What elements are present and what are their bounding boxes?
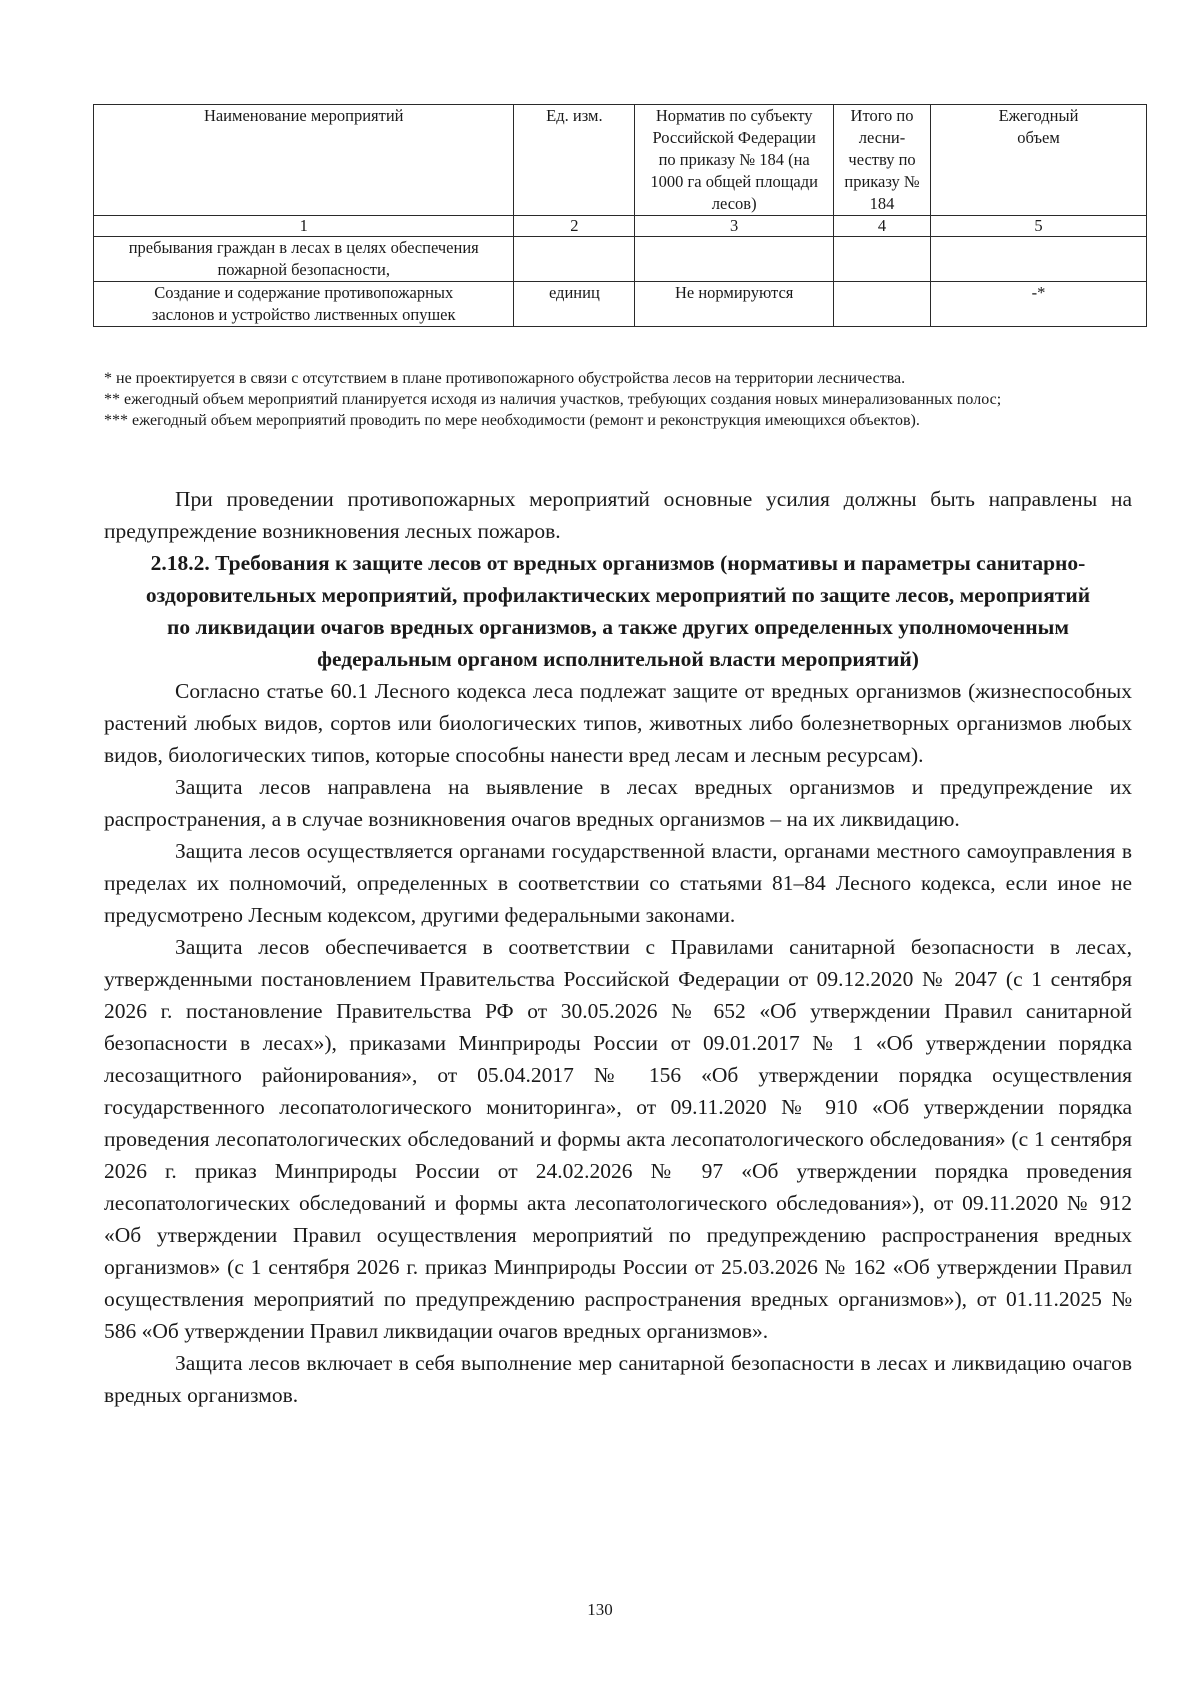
footnote: ** ежегодный объем мероприятий планируется исходя из наличия участков, требующих создания новых минерализованных полос; (104, 391, 1002, 408)
table-header-cell: Итого по лесни-честву по приказу № 184 (834, 105, 931, 216)
column-number-cell: 4 (834, 216, 931, 237)
table-cell: пребывания граждан в лесах в целях обеспечения пожарной безопасности, (94, 237, 514, 282)
body-paragraph: Согласно статье 60.1 Лесного кодекса леса подлежат защите от вредных организмов (жизнеспособных растений любых видов, сортов или биологических типов, животных либо болезнетворных организмов любых видов, биологических типов, которые способны нанести вред лесам и лесным ресурсам). (104, 679, 1132, 767)
footnote: *** ежегодный объем мероприятий проводить по мере необходимости (ремонт и реконструкция имеющихся объектов). (104, 412, 920, 429)
table-header-cell: Норматив по субъекту Российской Федерации по приказу № 184 (на 1000 га общей площади лесов) (635, 105, 834, 216)
footnotes (104, 368, 1132, 431)
table-header-cell: Ежегодный объем (931, 105, 1147, 216)
table-cell: Не нормируются (635, 282, 834, 327)
column-number-cell: 5 (931, 216, 1147, 237)
table-cell: единиц (514, 282, 635, 327)
body-paragraph: Защита лесов направлена на выявление в лесах вредных организмов и предупреждение их распространения, а в случае возникновения очагов вредных организмов – на их ликвидацию. (104, 775, 1132, 831)
body-paragraph: Защита лесов осуществляется органами государственной власти, органами местного самоуправления в пределах их полномочий, определенных в соответствии со статьями 81–84 Лесного кодекса, если иное не предусмотрено Лесным кодексом, другими федеральными законами. (104, 839, 1132, 927)
footnote: * не проектируется в связи с отсутствием в плане противопожарного обустройства лесов на территории лесничества. (104, 370, 906, 387)
table-cell: Создание и содержание противопожарных заслонов и устройство лиственных опушек (94, 282, 514, 327)
table-header-row (94, 105, 1147, 216)
table-header-cell: Ед. изм. (514, 105, 635, 216)
table-cell (635, 237, 834, 282)
page-number: 130 (587, 1600, 613, 1619)
column-number-cell: 2 (514, 216, 635, 237)
measures-table (93, 104, 1147, 327)
table-cell (834, 282, 931, 327)
body-paragraph: Защита лесов обеспечивается в соответствии с Правилами санитарной безопасности в лесах, утвержденными постановлением Правительства Российской Федерации от 09.12.2020 № 2047 (с 1 сентября 2026 г. постановление Правительства РФ от 30.05.2026 № 652 «Об утверждении Правил санитарной безопасности в лесах»), приказами Минприроды России от 09.01.2017 № 1 «Об утверждении порядка лесозащитного районирования», от 05.04.2017 № 156 «Об утверждении порядка осуществления государственного лесопатологического мониторинга», от 09.11.2020 № 910 «Об утверждении порядка проведения лесопатологических обследований и формы акта лесопатологического обследования» (с 1 сентября 2026 г. приказ Минприроды России от 24.02.2026 № 97 «Об утверждении порядка проведения лесопатологических обследований и формы акта лесопатологического обследования»), от 09.11.2020 № 912 «Об утверждении Правил осуществления мероприятий по предупреждению распространения вредных организмов» (с 1 сентября 2026 г. приказ Минприроды России от 25.03.2026 № 162 «Об утверждении Правил осуществления мероприятий по предупреждению распространения вредных организмов»), от 01.11.2025 № 586 «Об утверждении Правил ликвидации очагов вредных организмов». (104, 935, 1132, 1343)
column-number-cell: 1 (94, 216, 514, 237)
table-cell (514, 237, 635, 282)
section-heading: 2.18.2. Требования к защите лесов от вредных организмов (нормативы и параметры санитарно-оздоровительных мероприятий, профилактических мероприятий по защите лесов, мероприятий по ликвидации очагов вредных организмов, а также других определенных уполномоченным федеральным органом исполнительной власти мероприятий) (145, 551, 1091, 671)
body-paragraph: Защита лесов включает в себя выполнение мер санитарной безопасности в лесах и ликвидацию очагов вредных организмов. (104, 1351, 1132, 1407)
table-cell (931, 237, 1147, 282)
table-cell: -* (931, 282, 1147, 327)
table-row (94, 282, 1147, 327)
table-cell (834, 237, 931, 282)
table-row (94, 237, 1147, 282)
table-header-cell: Наименование мероприятий (94, 105, 514, 216)
table-column-number-row (94, 216, 1147, 237)
column-number-cell: 3 (635, 216, 834, 237)
main-text (104, 483, 1132, 1411)
intro-paragraph: При проведении противопожарных мероприятий основные усилия должны быть направлены на предупреждение возникновения лесных пожаров. (104, 487, 1132, 543)
